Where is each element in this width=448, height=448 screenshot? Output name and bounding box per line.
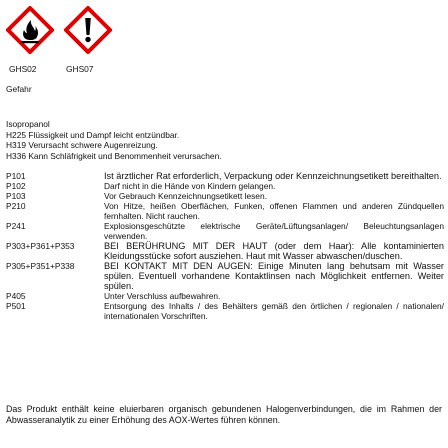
hazard-statements <box>6 130 222 161</box>
precaution-row <box>6 171 444 181</box>
precaution-code: P241 <box>6 221 26 231</box>
flame-icon <box>6 6 54 54</box>
hazard-statement: H319 Verursacht schwere Augenreizung. <box>6 140 158 151</box>
precaution-row <box>6 191 444 201</box>
hazard-statement: H336 Kann Schläfrigkeit und Benommenheit verursachen. <box>6 150 222 161</box>
precaution-row <box>6 291 444 301</box>
hazard-statement: H225 Flüssigkeit und Dampf leicht entzündbar. <box>6 130 180 140</box>
precaution-code: P501 <box>6 301 26 311</box>
precaution-row <box>6 261 444 291</box>
precaution-code: P210 <box>6 201 26 211</box>
precaution-text: Darf nicht in die Hände von Kindern gelangen. <box>104 181 276 191</box>
precaution-text: BEI BERÜHRUNG MIT DER HAUT (oder dem Haar): Alle kontaminierten Kleidungsstücke sofort ausziehen. Haut mit Wasser abwaschen/duschen. <box>104 241 444 261</box>
precaution-text: Unter Verschluss aufbewahren. <box>104 291 221 301</box>
footer-note: Das Produkt enthält keine eluierbaren organisch gebundenen Halogenverbindungen, die im Rahmen der Abwasseranalytik zu einer Erhöhung des AOX-Wertes führen können. <box>6 404 442 425</box>
precaution-text: Entsorgung des Inhalts / des Behälters gemäß den örtlichen / regionalen / nationalen/ internationalen Vorschriften. <box>104 301 444 321</box>
precaution-code: P405 <box>6 291 26 301</box>
precaution-code: P303+P361+P353 <box>6 241 75 251</box>
precaution-code: P102 <box>6 181 26 191</box>
precaution-text: BEI KONTAKT MIT DEN AUGEN: Einige Minuten lang behutsam mit Wasser spülen. Eventuell vorhandene Kontaktlinsen nach Möglichkeit entfernen. Weiter spülen. <box>104 261 444 291</box>
precaution-text: Vor Gebrauch Kennzeichnungsetikett lesen. <box>104 191 267 201</box>
hazard-pictograms <box>6 6 120 62</box>
pictogram-code-ghs07: GHS07 <box>66 64 94 74</box>
pictogram-code-ghs02: GHS02 <box>9 64 37 74</box>
precaution-code: P101 <box>6 171 26 181</box>
signal-word: Gefahr <box>6 84 32 94</box>
precaution-text: Von Hitze, heißen Oberflächen, Funken, offenen Flammen und anderen Zündquellen fernhalten. Nicht rauchen. <box>104 201 444 221</box>
precaution-text: Explosionsgeschützte elektrische Geräte/Lüftungsanlagen/ Beleuchtungsanlagen verwenden. <box>104 221 444 241</box>
precaution-row <box>6 301 444 321</box>
precaution-row <box>6 241 444 261</box>
product-name: Isopropanol <box>6 119 50 129</box>
exclamation-icon <box>64 6 112 54</box>
precaution-row <box>6 221 444 241</box>
precaution-text: Ist ärztlicher Rat erforderlich, Verpackung oder Kennzeichnungsetikett bereithalten. <box>104 171 442 181</box>
precaution-row <box>6 181 444 191</box>
precaution-row <box>6 201 444 221</box>
precaution-code: P305+P351+P338 <box>6 261 75 271</box>
precautionary-statements <box>6 171 444 321</box>
precaution-code: P103 <box>6 191 26 201</box>
